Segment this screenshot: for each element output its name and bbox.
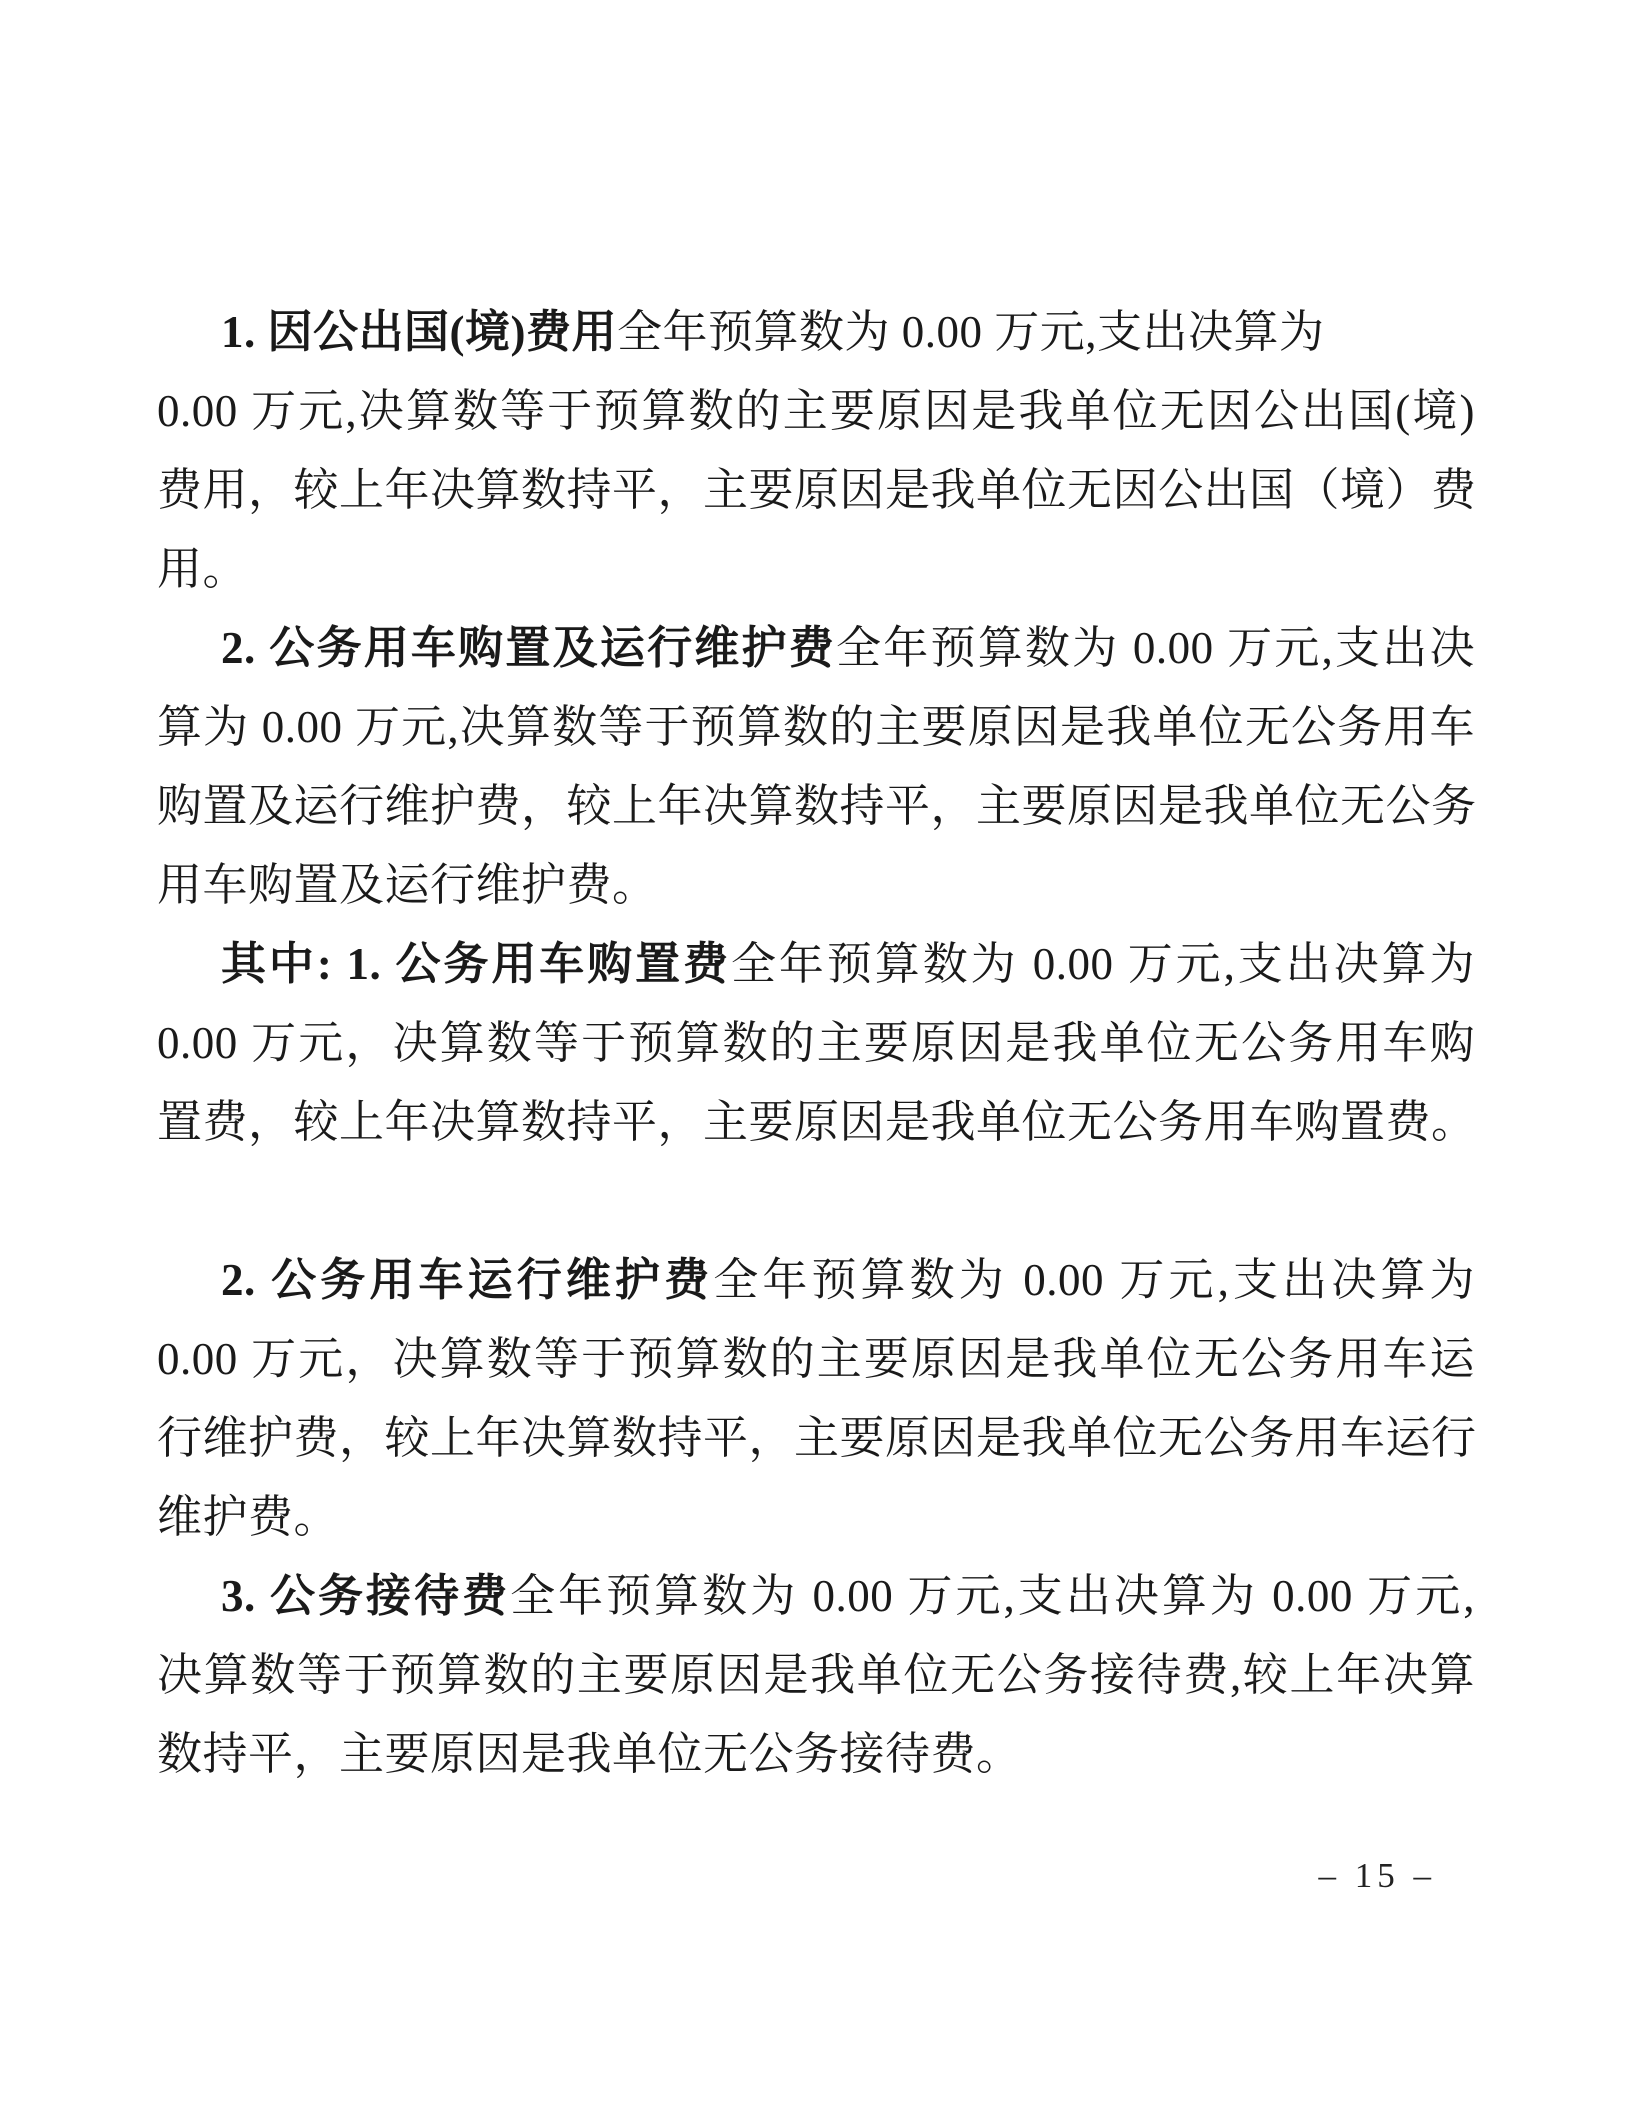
blank-line [157,1162,1475,1241]
paragraph-line [157,688,1475,767]
paragraph-line [157,1399,1475,1478]
body-text-run: 全年预算数为 0.00 万元,支出决算为 [731,939,1475,989]
paragraph-line [157,609,1475,688]
bold-heading-run: 1. 因公出国(境)费用 [221,307,617,357]
paragraph-line [157,767,1475,846]
paragraph-line [157,1320,1475,1399]
paragraph-line [157,925,1475,1004]
body-text-run: 全年预算数为 0.00 万元,支出决算为 0.00 万元, [510,1571,1475,1621]
body-text-run: 用车购置及运行维护费。 [157,860,658,910]
paragraph-line [157,451,1475,530]
paragraph-line [157,1715,1475,1794]
paragraph-line [157,530,1475,609]
body-text-run: 置费，较上年决算数持平，主要原因是我单位无公务用车购置费。 [157,1097,1477,1147]
body-text-run: 数持平，主要原因是我单位无公务接待费。 [157,1729,1022,1779]
paragraph-line [157,1004,1475,1083]
body-text-run: 费用，较上年决算数持平，主要原因是我单位无因公出国（境）费 [157,465,1477,515]
body-text-run: 全年预算数为 0.00 万元,支出决算为 [713,1255,1475,1305]
body-text-run: 0.00 万元，决算数等于预算数的主要原因是我单位无公务用车运 [157,1334,1475,1384]
body-text-run: 决算数等于预算数的主要原因是我单位无公务接待费,较上年决算 [157,1650,1475,1700]
body-text-run: 算为 0.00 万元,决算数等于预算数的主要原因是我单位无公务用车 [157,702,1475,752]
paragraph-line [157,1557,1475,1636]
bold-heading-run: 其中: 1. 公务用车购置费 [221,939,731,989]
body-text-run: 行维护费，较上年决算数持平，主要原因是我单位无公务用车运行 [157,1413,1477,1463]
body-text-run: 维护费。 [157,1492,340,1542]
page-number: – 15 – [1318,1856,1436,1895]
paragraph-line [157,372,1475,451]
bold-heading-run: 2. 公务用车运行维护费 [221,1255,714,1305]
paragraph-line [157,1478,1475,1557]
body-text-run: 0.00 万元,决算数等于预算数的主要原因是我单位无因公出国(境) [157,386,1475,436]
bold-heading-run: 2. 公务用车购置及运行维护费 [221,623,836,673]
paragraph-line [157,1083,1475,1162]
body-text-run: 用。 [157,544,249,594]
paragraph-line [157,1241,1475,1320]
document-body [157,293,1475,1794]
body-text-run: 购置及运行维护费，较上年决算数持平，主要原因是我单位无公务 [157,781,1477,831]
paragraph-line [157,293,1475,372]
bold-heading-run: 3. 公务接待费 [221,1571,511,1621]
body-text-run: 0.00 万元，决算数等于预算数的主要原因是我单位无公务用车购 [157,1018,1475,1068]
body-text-run: 全年预算数为 0.00 万元,支出决 [836,623,1475,673]
paragraph-line [157,1636,1475,1715]
paragraph-line [157,846,1475,925]
body-text-run: 全年预算数为 0.00 万元,支出决算为 [616,307,1325,357]
